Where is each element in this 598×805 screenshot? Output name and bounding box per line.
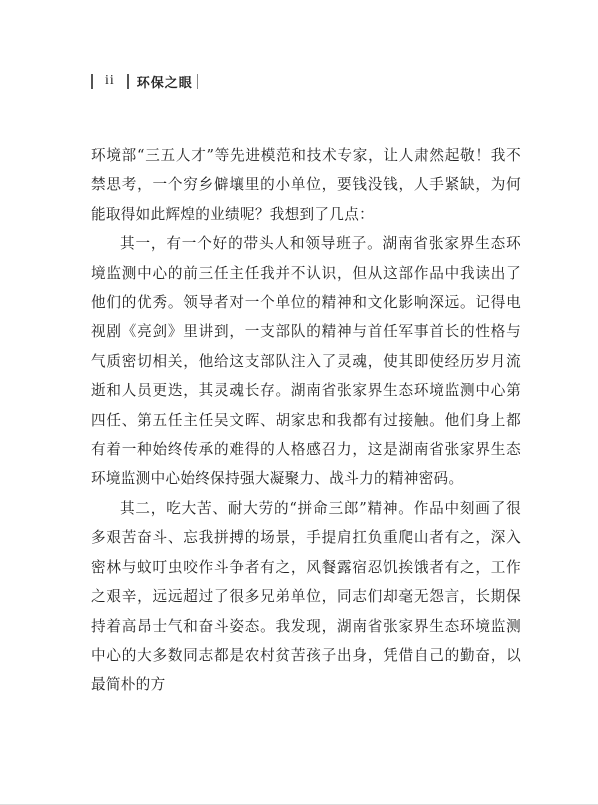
running-title: 环保之眼 [136,75,193,91]
paragraph-continued: 环境部“三五人才”等先进模范和技术专家，让人肃然起敬！我不禁思考，一个穷乡僻壤里的小单位，要钱没钱，人手紧缺，为何能取得如此辉煌的业绩呢？我想到了几点： [91,147,521,223]
paragraph-point-two: 其二，吃大苦、耐大劳的“拼命三郎”精神。作品中刻画了很多艰苦奋斗、忘我拼搏的场景，手提肩扛负重爬山者有之，深入密林与蚊叮虫咬作斗争者有之，风餐露宿忍饥挨饿者有之，工作之艰辛，远远超过了很多兄弟单位，同志们却毫无怨言，长期保持着高昂士气和奋斗姿态。我发现，湖南省张家界生态环境监测中心的大多数同志都是农村贫苦孩子出身，凭借自己的勤奋，以最简朴的方 [91,499,521,694]
header-mid-rule [127,74,129,89]
body-text [91,141,521,700]
paragraph-point-one: 其一，有一个好的带头人和领导班子。湖南省张家界生态环境监测中心的前三任主任我并不认识，但从这部作品中我读出了他们的优秀。领导者对一个单位的精神和文化影响深远。记得电视剧《亮剑》里讲到，一支部队的精神与首任军事首长的性格与气质密切相关，他给这支部队注入了灵魂，使其即使经历岁月流逝和人员更迭，其灵魂长存。湖南省张家界生态环境监测中心第四任、第五任主任吴文晖、胡家忠和我都有过接触。他们身上都有着一种始终传承的难得的人格感召力，这是湖南省张家界生态环境监测中心始终保持强大凝聚力、战斗力的精神密码。 [91,235,521,488]
page-number: ii [105,73,115,88]
running-header [91,72,198,90]
header-right-rule [197,74,198,89]
header-left-rule [91,74,93,89]
